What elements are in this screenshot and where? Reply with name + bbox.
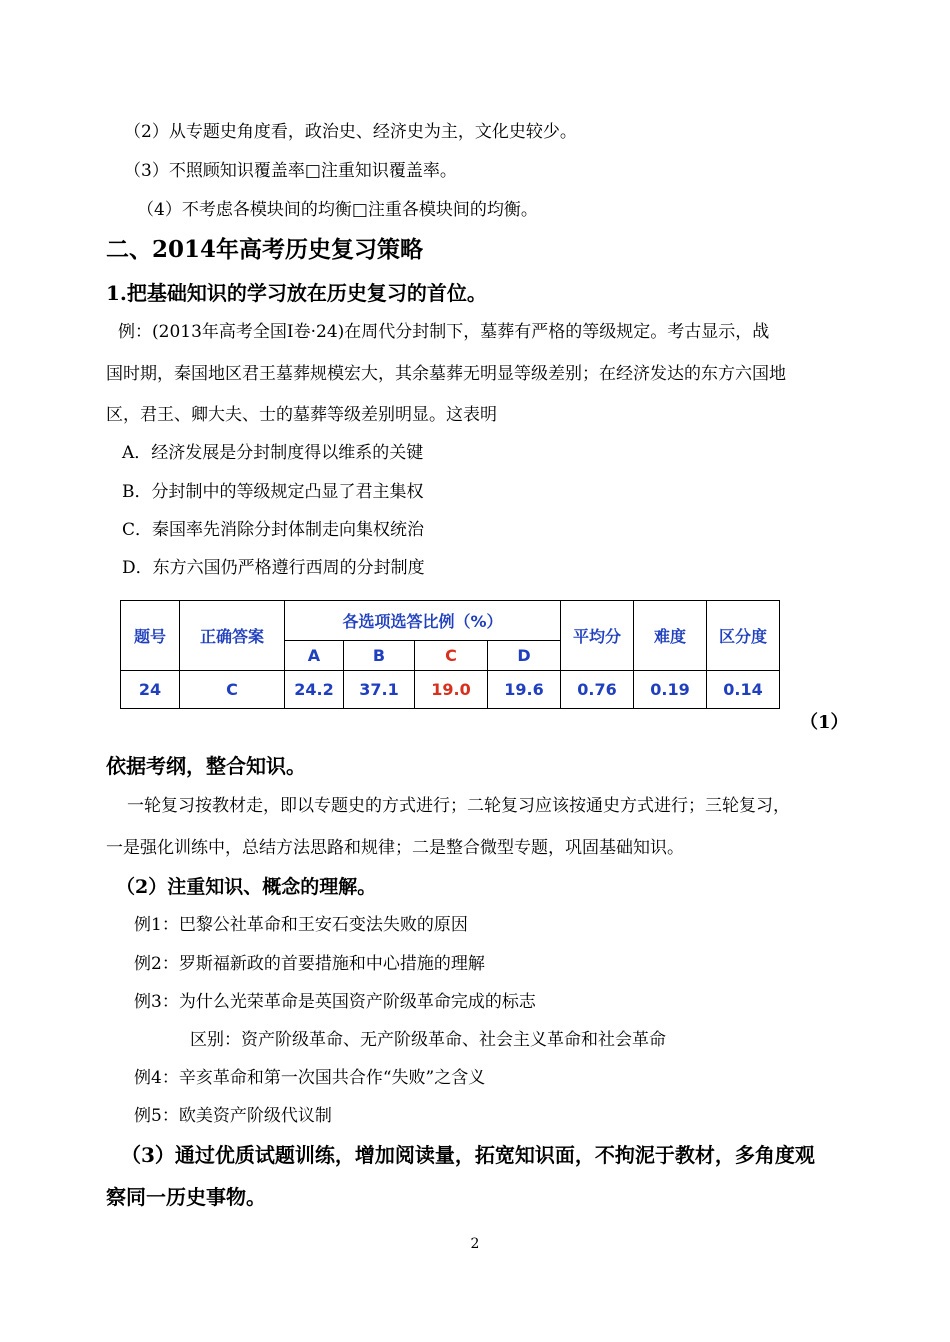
example-3: 例3：为什么光荣革命是英国资产阶级革命完成的标志	[134, 992, 536, 1012]
header-discrimination: 区分度	[707, 601, 780, 671]
subpoint-heading-1: 依据考纲，整合知识。	[106, 754, 306, 778]
header-difficulty: 难度	[634, 601, 707, 671]
paragraph-line-1: 一轮复习按教材走，即以专题史的方式进行；二轮复习应该按通史方式进行；三轮复习，	[127, 796, 790, 816]
option-a: A．经济发展是分封制度得以维系的关键	[122, 443, 424, 463]
section-heading: 二、2014年高考历史复习策略	[106, 236, 424, 263]
subpoint-heading-2: （2）注重知识、概念的理解。	[116, 876, 377, 898]
cell-ratio-c: 19.0	[415, 671, 488, 709]
subpoint-heading-3-line-2: 察同一历史事物。	[106, 1185, 266, 1209]
page-number: 2	[470, 1236, 480, 1252]
example-3-distinction: 区别：资产阶级革命、无产阶级革命、社会主义革命和社会革命	[190, 1030, 666, 1050]
cell-question-number: 24	[121, 671, 180, 709]
header-option-b: B	[344, 641, 415, 671]
example-1: 例1：巴黎公社革命和王安石变法失败的原因	[134, 915, 468, 935]
cell-ratio-d: 19.6	[488, 671, 561, 709]
option-c: C．秦国率先消除分封体制走向集权统治	[122, 520, 425, 540]
header-option-d: D	[488, 641, 561, 671]
header-option-a: A	[285, 641, 344, 671]
trend-line-3: （3）不照顾知识覆盖率□注重知识覆盖率。	[124, 161, 457, 181]
example-4: 例4：辛亥革命和第一次国共合作“失败”之含义	[134, 1068, 486, 1088]
example-question-line-3: 区，君王、卿大夫、士的墓葬等级差别明显。这表明	[106, 405, 497, 425]
subpoint-heading-3-line-1: （3）通过优质试题训练，增加阅读量，拓宽知识面，不拘泥于教材，多角度观	[121, 1143, 815, 1167]
header-option-ratio: 各选项选答比例（%）	[285, 601, 561, 641]
cell-ratio-a: 24.2	[285, 671, 344, 709]
option-b: B．分封制中的等级规定凸显了君主集权	[122, 482, 424, 502]
example-2: 例2：罗斯福新政的首要措施和中心措施的理解	[134, 954, 485, 974]
trend-line-4: （4）不考虑各模块间的均衡□注重各模块间的均衡。	[137, 200, 538, 220]
example-5: 例5：欧美资产阶级代议制	[134, 1106, 332, 1126]
point-heading-1: 1.把基础知识的学习放在历史复习的首位。	[106, 281, 487, 305]
cell-difficulty: 0.19	[634, 671, 707, 709]
subpoint-number-1: （1）	[800, 712, 849, 733]
header-option-c: C	[415, 641, 488, 671]
example-question-line-1: 例：(2013年高考全国Ⅰ卷·24)在周代分封制下，墓葬有严格的等级规定。考古显示，战	[118, 322, 770, 342]
option-d: D．东方六国仍严格遵行西周的分封制度	[122, 558, 425, 578]
example-question-line-2: 国时期，秦国地区君王墓葬规模宏大，其余墓葬无明显等级差别；在经济发达的东方六国地	[106, 364, 786, 384]
cell-ratio-b: 37.1	[344, 671, 415, 709]
cell-average-score: 0.76	[561, 671, 634, 709]
cell-discrimination: 0.14	[707, 671, 780, 709]
header-correct-answer: 正确答案	[180, 601, 285, 671]
trend-line-2: （2）从专题史角度看，政治史、经济史为主，文化史较少。	[124, 122, 577, 142]
header-average-score: 平均分	[561, 601, 634, 671]
cell-correct-answer: C	[180, 671, 285, 709]
answer-statistics-table	[120, 600, 780, 709]
header-question-number: 题号	[121, 601, 180, 671]
paragraph-line-2: 一是强化训练中，总结方法思路和规律；二是整合微型专题，巩固基础知识。	[106, 838, 684, 858]
